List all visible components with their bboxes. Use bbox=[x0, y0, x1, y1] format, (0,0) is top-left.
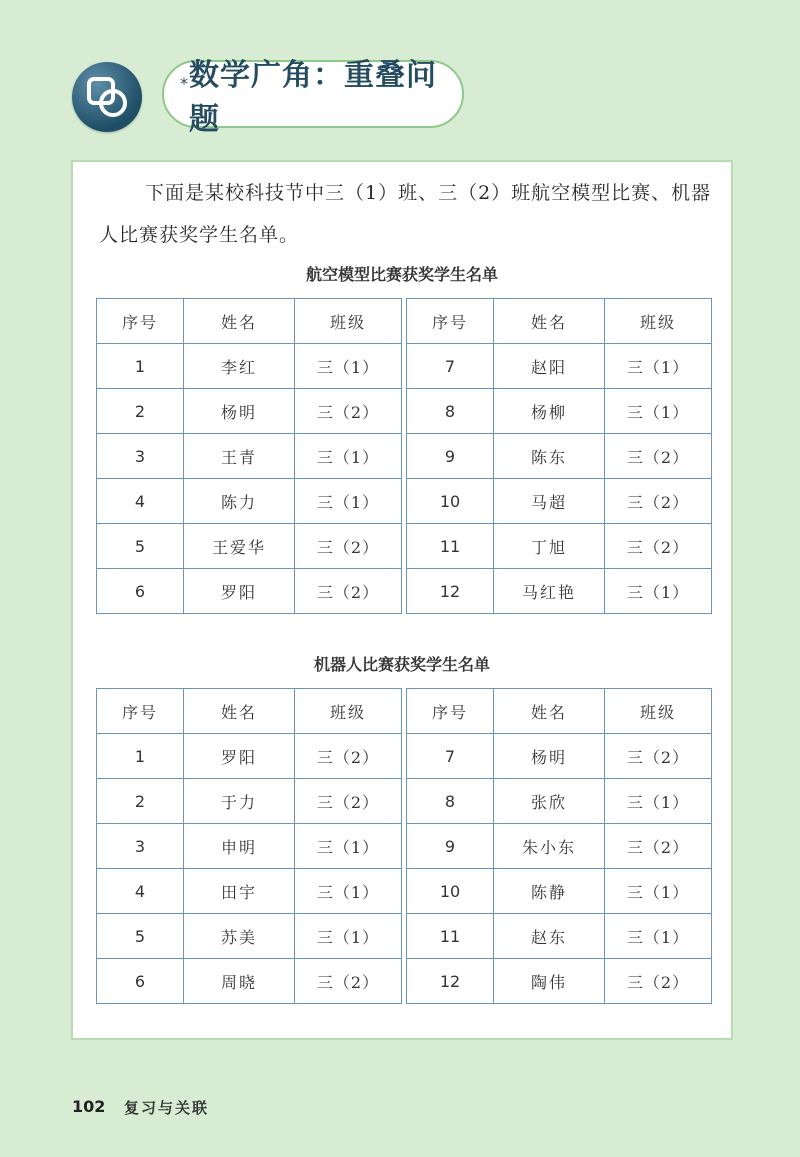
name-cell: 陈东 bbox=[494, 434, 605, 479]
class-cell: 三（1） bbox=[605, 869, 712, 914]
header-cell: 班级 bbox=[605, 689, 712, 734]
class-cell: 三（2） bbox=[605, 434, 712, 479]
aviation-table-right bbox=[406, 298, 712, 614]
no-cell: 2 bbox=[97, 779, 184, 824]
name-cell: 丁旭 bbox=[494, 524, 605, 569]
table-row bbox=[407, 959, 711, 1004]
aviation-table bbox=[96, 298, 712, 614]
table-title-aviation: 航空模型比赛获奖学生名单 bbox=[305, 265, 498, 284]
name-cell: 杨柳 bbox=[494, 389, 605, 434]
class-cell: 三（2） bbox=[605, 524, 712, 569]
table-row bbox=[407, 734, 711, 779]
name-cell: 陈力 bbox=[184, 479, 295, 524]
class-cell: 三（1） bbox=[605, 779, 712, 824]
table-row bbox=[407, 434, 711, 479]
table-row bbox=[97, 824, 401, 869]
no-cell: 12 bbox=[407, 569, 494, 614]
header-cell: 序号 bbox=[97, 689, 184, 734]
table-header-row bbox=[407, 689, 711, 734]
name-cell: 朱小东 bbox=[494, 824, 605, 869]
no-cell: 1 bbox=[97, 344, 184, 389]
class-cell: 三（1） bbox=[605, 389, 712, 434]
header-cell: 班级 bbox=[295, 689, 402, 734]
no-cell: 8 bbox=[407, 779, 494, 824]
name-cell: 赵阳 bbox=[494, 344, 605, 389]
no-cell: 4 bbox=[97, 869, 184, 914]
name-cell: 于力 bbox=[184, 779, 295, 824]
class-cell: 三（1） bbox=[605, 569, 712, 614]
name-cell: 张欣 bbox=[494, 779, 605, 824]
class-cell: 三（2） bbox=[605, 959, 712, 1004]
name-cell: 陈静 bbox=[494, 869, 605, 914]
table-row bbox=[407, 914, 711, 959]
overlap-squares-icon bbox=[72, 62, 142, 132]
page-number: 102 bbox=[72, 1097, 106, 1116]
class-cell: 三（2） bbox=[295, 569, 402, 614]
table-row bbox=[97, 524, 401, 569]
class-cell: 三（1） bbox=[295, 434, 402, 479]
no-cell: 3 bbox=[97, 434, 184, 479]
no-cell: 11 bbox=[407, 914, 494, 959]
table-row bbox=[97, 344, 401, 389]
header-cell: 姓名 bbox=[494, 689, 605, 734]
table-row bbox=[407, 344, 711, 389]
table-row bbox=[97, 779, 401, 824]
class-cell: 三（2） bbox=[605, 479, 712, 524]
table-row bbox=[97, 914, 401, 959]
table-row bbox=[407, 389, 711, 434]
no-cell: 11 bbox=[407, 524, 494, 569]
no-cell: 3 bbox=[97, 824, 184, 869]
table-row bbox=[407, 779, 711, 824]
header-cell: 姓名 bbox=[184, 689, 295, 734]
header-cell: 序号 bbox=[407, 299, 494, 344]
no-cell: 7 bbox=[407, 344, 494, 389]
table-row bbox=[97, 479, 401, 524]
name-cell: 王青 bbox=[184, 434, 295, 479]
class-cell: 三（1） bbox=[295, 914, 402, 959]
section-label: 复习与关联 bbox=[124, 1099, 210, 1117]
name-cell: 罗阳 bbox=[184, 569, 295, 614]
aviation-table-left bbox=[96, 298, 402, 614]
robot-table-left bbox=[96, 688, 402, 1004]
table-row bbox=[407, 824, 711, 869]
name-cell: 杨明 bbox=[184, 389, 295, 434]
class-cell: 三（1） bbox=[295, 479, 402, 524]
header-cell: 序号 bbox=[407, 689, 494, 734]
title-asterisk: * bbox=[180, 74, 188, 93]
name-cell: 申明 bbox=[184, 824, 295, 869]
table-row bbox=[97, 389, 401, 434]
content-panel bbox=[71, 160, 733, 1040]
no-cell: 1 bbox=[97, 734, 184, 779]
name-cell: 马红艳 bbox=[494, 569, 605, 614]
name-cell: 杨明 bbox=[494, 734, 605, 779]
name-cell: 王爱华 bbox=[184, 524, 295, 569]
robot-table-right bbox=[406, 688, 712, 1004]
class-cell: 三（2） bbox=[605, 734, 712, 779]
class-cell: 三（1） bbox=[605, 344, 712, 389]
class-cell: 三（1） bbox=[295, 824, 402, 869]
page-title bbox=[162, 58, 464, 137]
title-text: 数学广角：重叠问题 bbox=[189, 58, 437, 137]
class-cell: 三（2） bbox=[295, 959, 402, 1004]
table-row bbox=[97, 434, 401, 479]
header-cell: 班级 bbox=[605, 299, 712, 344]
name-cell: 陶伟 bbox=[494, 959, 605, 1004]
no-cell: 6 bbox=[97, 959, 184, 1004]
table-header-row bbox=[407, 299, 711, 344]
no-cell: 9 bbox=[407, 434, 494, 479]
no-cell: 10 bbox=[407, 479, 494, 524]
no-cell: 12 bbox=[407, 959, 494, 1004]
header-cell: 姓名 bbox=[184, 299, 295, 344]
table-row bbox=[97, 869, 401, 914]
robot-table bbox=[96, 688, 712, 1004]
table-row bbox=[407, 524, 711, 569]
class-cell: 三（1） bbox=[295, 869, 402, 914]
name-cell: 田宇 bbox=[184, 869, 295, 914]
table-row bbox=[97, 734, 401, 779]
class-cell: 三（2） bbox=[295, 524, 402, 569]
table-header-row bbox=[97, 299, 401, 344]
no-cell: 9 bbox=[407, 824, 494, 869]
name-cell: 李红 bbox=[184, 344, 295, 389]
name-cell: 苏美 bbox=[184, 914, 295, 959]
class-cell: 三（2） bbox=[295, 779, 402, 824]
intro-paragraph: 下面是某校科技节中三（1）班、三（2）班航空模型比赛、机器人比赛获奖学生名单。 bbox=[99, 182, 712, 246]
no-cell: 5 bbox=[97, 914, 184, 959]
no-cell: 8 bbox=[407, 389, 494, 434]
header-cell: 姓名 bbox=[494, 299, 605, 344]
name-cell: 赵东 bbox=[494, 914, 605, 959]
class-cell: 三（2） bbox=[605, 824, 712, 869]
name-cell: 周晓 bbox=[184, 959, 295, 1004]
header-cell: 班级 bbox=[295, 299, 402, 344]
table-row bbox=[97, 959, 401, 1004]
class-cell: 三（2） bbox=[295, 389, 402, 434]
table-row bbox=[97, 569, 401, 614]
no-cell: 4 bbox=[97, 479, 184, 524]
name-cell: 罗阳 bbox=[184, 734, 295, 779]
class-cell: 三（2） bbox=[295, 734, 402, 779]
table-header-row bbox=[97, 689, 401, 734]
no-cell: 10 bbox=[407, 869, 494, 914]
table-row bbox=[407, 869, 711, 914]
table-row bbox=[407, 479, 711, 524]
table-title-robot: 机器人比赛获奖学生名单 bbox=[313, 655, 490, 674]
table-row bbox=[407, 569, 711, 614]
no-cell: 7 bbox=[407, 734, 494, 779]
no-cell: 5 bbox=[97, 524, 184, 569]
header-cell: 序号 bbox=[97, 299, 184, 344]
class-cell: 三（1） bbox=[605, 914, 712, 959]
class-cell: 三（1） bbox=[295, 344, 402, 389]
name-cell: 马超 bbox=[494, 479, 605, 524]
no-cell: 2 bbox=[97, 389, 184, 434]
no-cell: 6 bbox=[97, 569, 184, 614]
